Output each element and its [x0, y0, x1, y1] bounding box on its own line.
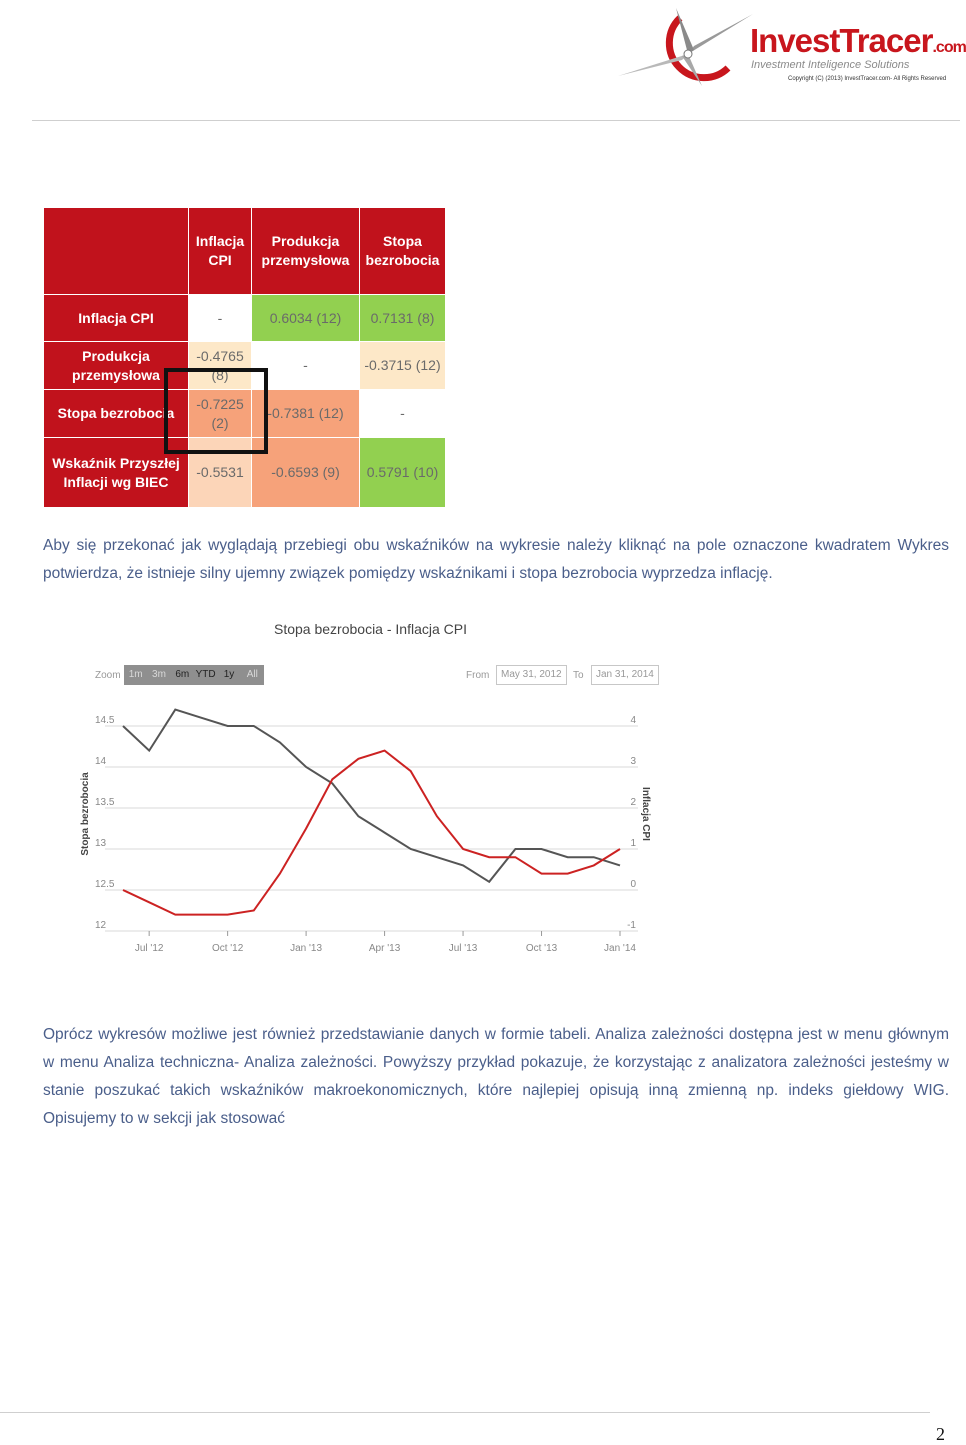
investtracer-logo: [618, 6, 966, 90]
page-number: 2: [936, 1424, 945, 1444]
footer-divider: [0, 1412, 930, 1413]
table-cell[interactable]: 0.6034 (12): [252, 295, 360, 342]
from-label: From: [466, 670, 490, 681]
table-cell[interactable]: -0.5531: [189, 438, 252, 508]
x-tick-label: Oct '13: [525, 943, 558, 954]
logo-copyright: Copyright (C) (2013) InvestTracer.com- All Rights Reserved: [788, 76, 947, 82]
correlation-table: [43, 207, 446, 508]
paragraph-text: Aby się przekonać jak wyglądają przebiegi obu wskaźników na wykresie należy kliknąć na pole oznaczone kwadratem Wykres potwierdza, że istnieje silny ujemny związek pomiędzy wskaźnikami i stopa bezrobocia wyprzedza inflację.: [43, 537, 949, 582]
row-header: Wskaźnik Przyszłej Inflacji wg BIEC: [44, 438, 189, 508]
table-cell[interactable]: -0.6593 (9): [252, 438, 360, 508]
y-tick-label-left: 13.5: [95, 797, 115, 808]
zoom-label: Zoom: [95, 670, 121, 681]
x-tick-label: Jul '12: [134, 943, 164, 954]
header-divider: [32, 120, 960, 121]
y-tick-label-right: 4: [630, 715, 636, 726]
zoom-1y-button[interactable]: 1y: [223, 669, 235, 680]
x-tick-label: Oct '12: [211, 943, 244, 954]
table-cell[interactable]: 0.5791 (10): [360, 438, 446, 508]
left-axis-label: Stopa bezrobocia: [80, 772, 91, 856]
zoom-button-group: [124, 665, 264, 685]
x-tick-label: Jan '14: [604, 943, 636, 954]
paragraph-analysis: [43, 1021, 949, 1133]
table-cell[interactable]: -: [189, 295, 252, 342]
row-header: Produkcja przemysłowa: [44, 342, 189, 390]
logo-tagline: Investment Inteligence Solutions: [751, 59, 910, 71]
y-tick-label-left: 12: [95, 920, 107, 931]
table-cell[interactable]: 0.7131 (8): [360, 295, 446, 342]
paragraph-text: Oprócz wykresów możliwe jest również przedstawianie danych w formie tabeli. Analiza zależności dostępna jest w menu głównym w menu Analiza techniczna- Analiza zależności. Powyższy przykład pokazuje, że korzystając z analizatora zależności jesteśmy w stanie poszukać takich wskaźników makroekonomicznych, które najlepiej opisują inną zmienną np. indeks giełdowy WIG. Opisujemy to w sekcji jak stosować: [43, 1026, 949, 1127]
table-corner: [44, 208, 189, 295]
y-tick-label-left: 14.5: [95, 715, 115, 726]
zoom-ytd-button[interactable]: YTD: [195, 669, 216, 680]
x-tick-label: Apr '13: [368, 943, 401, 954]
highlight-square: [164, 368, 268, 454]
table-cell[interactable]: -: [360, 390, 446, 438]
y-tick-label-right: 1: [630, 838, 636, 849]
to-label: To: [573, 670, 584, 681]
to-date-input[interactable]: Jan 31, 2014: [591, 665, 659, 685]
logo-wordmark: InvestTracer.com: [750, 22, 966, 59]
table-cell[interactable]: -0.3715 (12): [360, 342, 446, 390]
table-cell[interactable]: -0.7381 (12): [252, 390, 360, 438]
column-header: Produkcja przemysłowa: [252, 208, 360, 295]
zoom-6m-button[interactable]: 6m: [175, 669, 190, 680]
zoom-all-button[interactable]: All: [246, 669, 258, 680]
y-tick-label-right: 2: [630, 797, 636, 808]
column-header: Inflacja CPI: [189, 208, 252, 295]
y-tick-label-left: 12.5: [95, 879, 115, 890]
from-date-input[interactable]: May 31, 2012: [496, 665, 567, 685]
row-header: Stopa bezrobocia: [44, 390, 189, 438]
zoom-1m-button[interactable]: 1m: [128, 669, 143, 680]
paragraph-intro: [43, 532, 949, 588]
x-tick-label: Jan '13: [290, 943, 323, 954]
line-chart: [60, 700, 660, 970]
y-tick-label-right: -1: [627, 920, 636, 931]
column-header: Stopa bezrobocia: [360, 208, 446, 295]
y-tick-label-left: 13: [95, 838, 107, 849]
y-tick-label-right: 0: [630, 879, 636, 890]
table-cell[interactable]: -0.4765 (8): [189, 342, 252, 390]
right-axis-label: Inflacja CPI: [640, 787, 651, 841]
chart-title: Stopa bezrobocia - Inflacja CPI: [274, 621, 467, 637]
series-line-stopa-bezrobocia: [123, 710, 620, 882]
table-cell[interactable]: -: [252, 342, 360, 390]
row-header: Inflacja CPI: [44, 295, 189, 342]
compass-logo-icon: [618, 6, 748, 90]
table-cell-highlighted[interactable]: -0.7225 (2): [189, 390, 252, 438]
zoom-3m-button[interactable]: 3m: [152, 669, 166, 680]
y-tick-label-left: 14: [95, 756, 107, 767]
y-tick-label-right: 3: [630, 756, 636, 767]
x-tick-label: Jul '13: [448, 943, 478, 954]
